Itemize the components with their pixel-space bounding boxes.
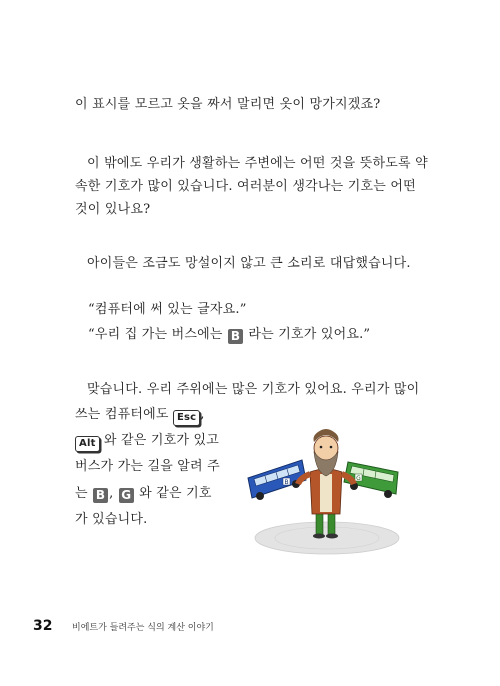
- bus-b-symbol: B: [93, 488, 108, 503]
- alt-key-icon: Alt: [75, 436, 100, 452]
- paragraph-line: 가 있습니다.: [75, 512, 148, 527]
- paragraph-line: 것이 있나요?: [75, 202, 151, 217]
- paragraph-line: 버스가 가는 길을 알려 주: [75, 459, 220, 474]
- paragraph-text: ,: [200, 407, 205, 422]
- paragraph-line: [75, 432, 219, 452]
- bus-g-symbol: G: [119, 488, 134, 503]
- paragraph-text: 는: [75, 486, 88, 501]
- paragraph-line: 아이들은 조금도 망설이지 않고 큰 소리로 대답했습니다.: [87, 256, 411, 271]
- quote-text: 라는 기호가 있어요.”: [248, 327, 371, 342]
- man-lifting-buses-icon: [240, 410, 415, 560]
- quote-text: “우리 집 가는 버스에는: [88, 327, 223, 342]
- quote-line: [88, 326, 370, 344]
- paragraph-line: 속한 기호가 많이 있습니다. 여러분이 생각나는 기호는 어떤: [75, 179, 416, 194]
- bus-left-label: B: [284, 479, 289, 486]
- paragraph-text: 와 같은 기호가 있고: [103, 433, 219, 448]
- bus-b-symbol: B: [228, 329, 243, 344]
- book-title: 비에트가 들려주는 식의 계산 이야기: [72, 623, 214, 633]
- paragraph-text: ,: [109, 486, 114, 501]
- paragraph-line: [75, 485, 212, 503]
- paragraph-text: 와 같은 기호: [139, 486, 212, 501]
- paragraph-text: 쓰는 컴퓨터에도: [75, 407, 169, 422]
- paragraph-line: 맞습니다. 우리 주위에는 많은 기호가 있어요. 우리가 많이: [87, 382, 420, 397]
- paragraph-line: 이 표시를 모르고 옷을 짜서 말리면 옷이 망가지겠죠?: [75, 97, 381, 112]
- quote-line: “컴퓨터에 써 있는 글자요.”: [88, 302, 247, 317]
- paragraph-line: 이 밖에도 우리가 생활하는 주변에는 어떤 것을 뜻하도록 약: [87, 156, 428, 171]
- bus-right-label: G: [356, 475, 361, 482]
- page-number: 32: [33, 618, 53, 634]
- esc-key-icon: Esc: [173, 410, 200, 426]
- paragraph-line: [75, 406, 205, 426]
